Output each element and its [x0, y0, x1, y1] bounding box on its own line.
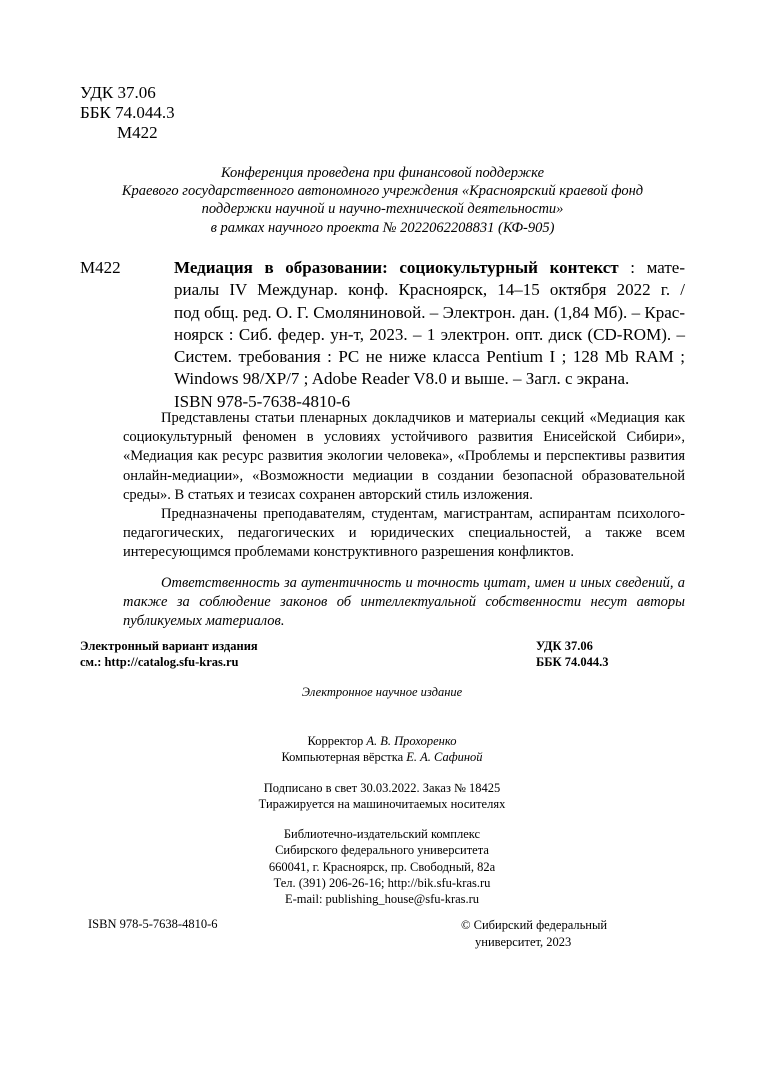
grant-line: поддержки научной и научно-технической деятельности»	[201, 201, 564, 218]
responsibility-text: Ответственность за аутентичность и точность цитат, имен и иных сведений, а также за соблюдение законов об интеллектуальной собственности несут авторы публикуемых материалов.	[123, 575, 685, 630]
publisher-phone[interactable]: Тел. (391) 206-26-16; http://bik.sfu-kras.ru	[273, 875, 491, 890]
biblio-line: Систем. требования : PC не ниже класса Pentium I ; 128 Mb RAM ;	[174, 347, 685, 367]
electronic-version	[80, 638, 258, 670]
edition-type: Электронное научное издание	[301, 685, 463, 699]
bbk-code: ББК 74.044.3	[80, 103, 175, 122]
biblio-line: под общ. ред. О. Г. Смоляниновой. – Электрон. дан. (1,84 Мб). – Крас-	[174, 302, 685, 322]
grant-line: Краевого государственного автономного учреждения «Красноярский краевой фонд	[121, 183, 644, 200]
publisher-address: 660041, г. Красноярск, пр. Свободный, 82а	[268, 859, 496, 874]
grant-line: Конференция проведена при финансовой поддержке	[220, 165, 545, 181]
corrector-line: Корректор А. В. Прохоренко	[307, 734, 457, 748]
publisher-email[interactable]: E-mail: publishing_house@sfu-kras.ru	[284, 892, 480, 907]
udk-code: УДК 37.06	[80, 83, 156, 102]
responsibility-note	[123, 574, 685, 632]
classification-block	[80, 83, 175, 143]
credits	[0, 733, 764, 765]
publisher-line: Библиотечно-издательский комплекс	[283, 827, 481, 841]
author-sign: М422	[117, 123, 158, 142]
isbn-footer: ISBN 978-5-7638-4810-6	[88, 917, 218, 931]
book-title: Медиация в образовании: социокультурный контекст	[174, 258, 619, 277]
distribution-line: Тиражируется на машиночитаемых носителях	[258, 797, 506, 811]
electronic-version-label: Электронный вариант издания	[80, 639, 258, 653]
publisher-info	[0, 826, 764, 907]
grant-line: в рамках научного проекта № 2022062208831 (КФ-905)	[210, 219, 555, 236]
biblio-code: М422	[80, 258, 121, 277]
publication-info	[0, 780, 764, 812]
abstract-paragraph: Представлены статьи пленарных докладчиков и материалы секций «Медиация как социокультурный феномен в условиях устойчивого развития Енисейской Сибири», «Медиация как ресурс развития экологии человека», «Проблемы и перспективы развития онлайн-медиации», «Возможности медиации в создании безопасной образовательной среды». В статьях и тезисах сохранен авторский стиль изложения.	[123, 410, 685, 503]
electronic-codes	[536, 638, 608, 670]
biblio-line: Медиация в образовании: социокультурный контекст : мате-	[174, 258, 685, 277]
biblio-line: ноярск : Сиб. федер. ун-т, 2023. – 1 электрон. опт. диск (CD-ROM). –	[174, 324, 685, 344]
corrector-name: А. В. Прохоренко	[366, 734, 457, 748]
catalog-link[interactable]: см.: http://catalog.sfu-kras.ru	[80, 655, 239, 669]
bibliographic-record	[174, 257, 685, 413]
copyright-line: университет, 2023	[475, 934, 572, 949]
copyright-line: © Сибирский федеральный	[461, 918, 608, 932]
biblio-line: риалы IV Междунар. конф. Красноярск, 14–15 октября 2022 г. /	[174, 280, 685, 300]
publisher-line: Сибирского федерального университета	[275, 843, 489, 858]
biblio-line: Windows 98/XP/7 ; Adobe Reader V8.0 и выше. – Загл. с экрана.	[174, 369, 630, 389]
biblio-isbn: ISBN 978-5-7638-4810-6	[174, 391, 351, 411]
udk-code-bottom: УДК 37.06	[536, 639, 593, 653]
grant-note	[60, 164, 705, 237]
copyright	[461, 917, 607, 950]
signed-line: Подписано в свет 30.03.2022. Заказ № 18425	[263, 781, 501, 795]
abstract-paragraph: Предназначены преподавателям, студентам, магистрантам, аспирантам психолого-педагогических, педагогических и юридических специальностей, а также всем интересующимся проблемами конструктивного разрешения конфликтов.	[123, 506, 685, 561]
bbk-code-bottom: ББК 74.044.3	[536, 655, 609, 669]
layout-line: Компьютерная вёрстка Е. А. Сафиной	[281, 750, 483, 764]
layout-name: Е. А. Сафиной	[406, 750, 483, 764]
abstract	[123, 409, 685, 563]
